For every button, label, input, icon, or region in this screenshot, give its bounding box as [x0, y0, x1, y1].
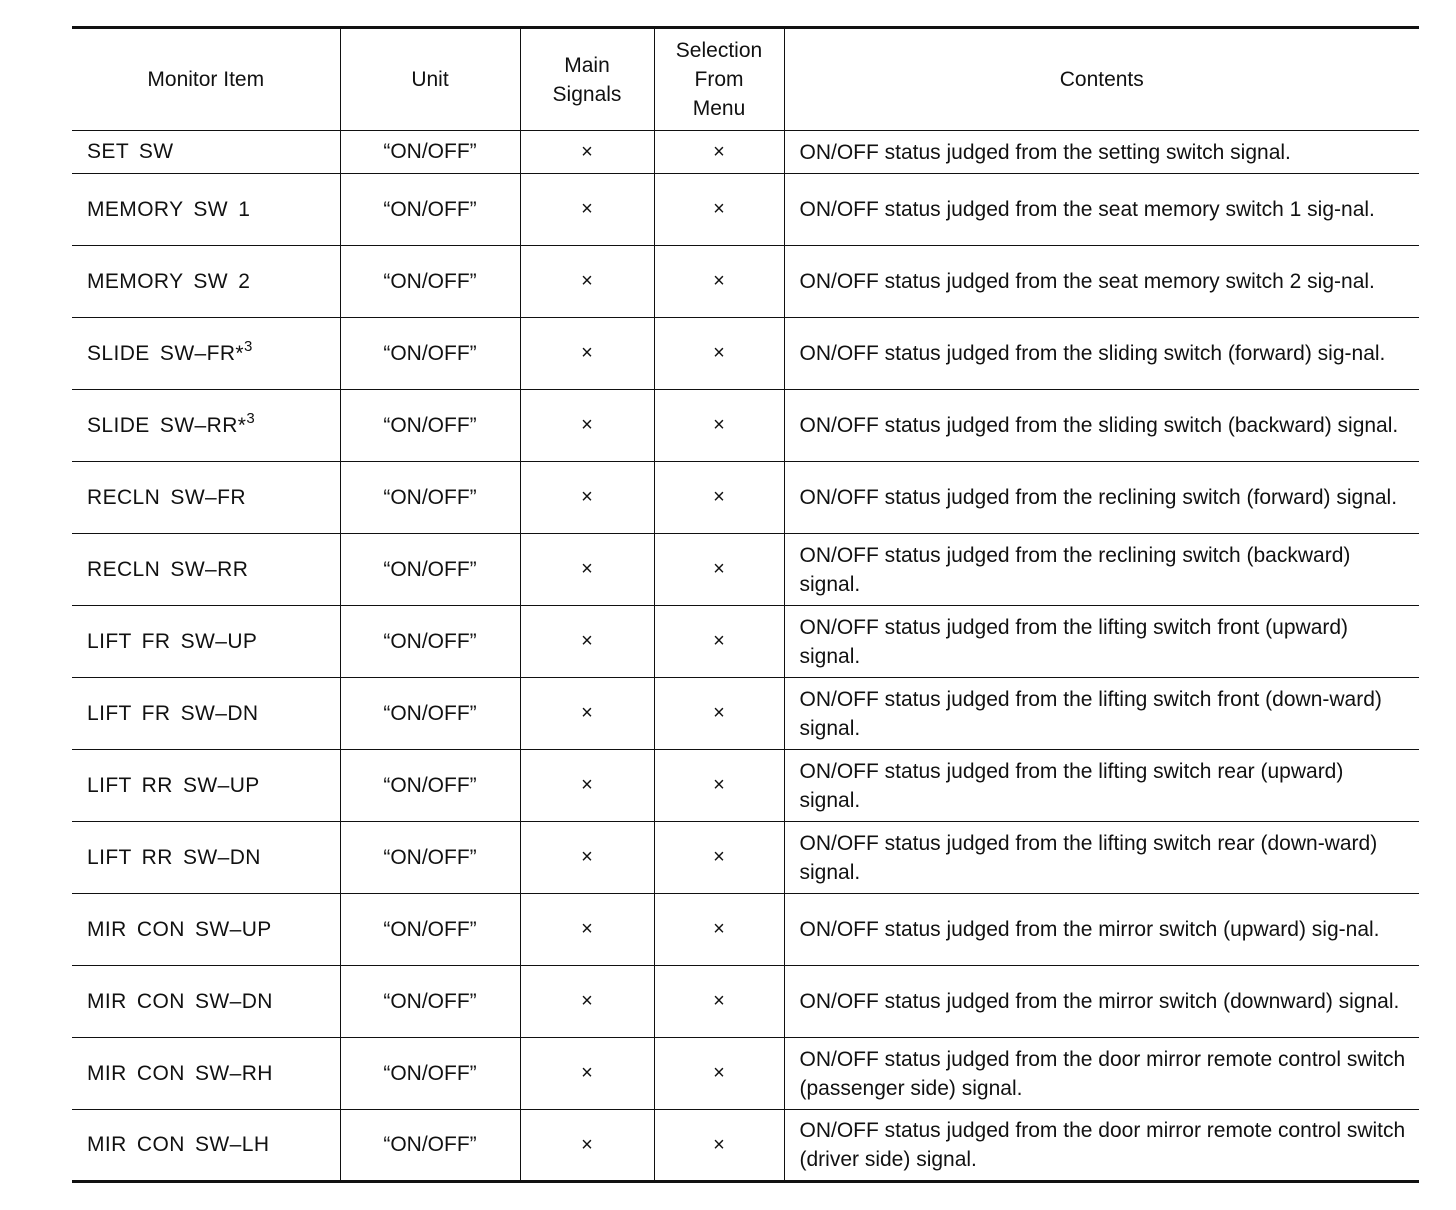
contents-cell: ON/OFF status judged from the door mirror remote control switch (driver side) signal.: [784, 1110, 1419, 1182]
main-signals-mark: ×: [520, 462, 654, 534]
monitor-item-name: MIR CON SW–DN: [87, 989, 273, 1013]
selection-from-menu-mark: ×: [654, 1038, 784, 1110]
contents-cell: ON/OFF status judged from the lifting switch front (upward) signal.: [784, 606, 1419, 678]
monitor-item-cell: [72, 1110, 340, 1182]
unit-cell: “ON/OFF”: [340, 1038, 520, 1110]
contents-cell: ON/OFF status judged from the reclining switch (backward) signal.: [784, 534, 1419, 606]
table-header-row: [72, 28, 1419, 131]
unit-cell: “ON/OFF”: [340, 606, 520, 678]
table-row: [72, 390, 1419, 462]
table-row: [72, 894, 1419, 966]
contents-cell: ON/OFF status judged from the lifting switch rear (down-ward) signal.: [784, 822, 1419, 894]
unit-cell: “ON/OFF”: [340, 462, 520, 534]
monitor-item-name: LIFT RR SW–UP: [87, 773, 260, 797]
header-selection-from-menu: Selection From Menu: [654, 28, 784, 131]
table-row: [72, 174, 1419, 246]
contents-cell: ON/OFF status judged from the setting switch signal.: [784, 131, 1419, 174]
unit-cell: “ON/OFF”: [340, 174, 520, 246]
selection-from-menu-mark: ×: [654, 390, 784, 462]
table-row: [72, 1038, 1419, 1110]
monitor-item-cell: [72, 131, 340, 174]
monitor-item-cell: [72, 534, 340, 606]
contents-cell: ON/OFF status judged from the reclining switch (forward) signal.: [784, 462, 1419, 534]
monitor-item-cell: [72, 678, 340, 750]
contents-cell: ON/OFF status judged from the lifting switch front (down-ward) signal.: [784, 678, 1419, 750]
table-row: [72, 318, 1419, 390]
table-row: [72, 678, 1419, 750]
selection-from-menu-mark: ×: [654, 822, 784, 894]
header-contents: Contents: [784, 28, 1419, 131]
table-row: [72, 822, 1419, 894]
monitor-item-name: RECLN SW–RR: [87, 557, 249, 581]
main-signals-mark: ×: [520, 318, 654, 390]
contents-cell: ON/OFF status judged from the sliding switch (backward) signal.: [784, 390, 1419, 462]
table-row: [72, 131, 1419, 174]
unit-cell: “ON/OFF”: [340, 894, 520, 966]
monitor-item-cell: [72, 606, 340, 678]
table-row: [72, 606, 1419, 678]
monitor-item-cell: [72, 390, 340, 462]
monitor-item-cell: [72, 174, 340, 246]
unit-cell: “ON/OFF”: [340, 750, 520, 822]
monitor-item-name: RECLN SW–FR: [87, 485, 246, 509]
monitor-item-name: SET SW: [87, 140, 174, 163]
table-row: [72, 966, 1419, 1038]
monitor-item-cell: [72, 822, 340, 894]
table-row: [72, 750, 1419, 822]
monitor-item-table: [72, 26, 1419, 1183]
selection-from-menu-mark: ×: [654, 534, 784, 606]
unit-cell: “ON/OFF”: [340, 246, 520, 318]
main-signals-mark: ×: [520, 894, 654, 966]
selection-from-menu-mark: ×: [654, 174, 784, 246]
monitor-item-cell: [72, 966, 340, 1038]
contents-cell: ON/OFF status judged from the seat memory switch 1 sig-nal.: [784, 174, 1419, 246]
main-signals-mark: ×: [520, 678, 654, 750]
monitor-item-cell: [72, 1038, 340, 1110]
monitor-item-name: MIR CON SW–UP: [87, 917, 272, 941]
table-row: [72, 534, 1419, 606]
unit-cell: “ON/OFF”: [340, 678, 520, 750]
monitor-item-cell: [72, 318, 340, 390]
selection-from-menu-mark: ×: [654, 750, 784, 822]
main-signals-mark: ×: [520, 1110, 654, 1182]
monitor-item-name: MEMORY SW 2: [87, 269, 251, 293]
selection-from-menu-mark: ×: [654, 966, 784, 1038]
unit-cell: “ON/OFF”: [340, 1110, 520, 1182]
selection-from-menu-mark: ×: [654, 246, 784, 318]
monitor-item-cell: [72, 750, 340, 822]
monitor-item-name: LIFT FR SW–UP: [87, 629, 258, 653]
monitor-item-cell: [72, 894, 340, 966]
monitor-item-cell: [72, 246, 340, 318]
monitor-item-name: MEMORY SW 1: [87, 197, 251, 221]
table-row: [72, 246, 1419, 318]
selection-from-menu-mark: ×: [654, 131, 784, 174]
selection-from-menu-mark: ×: [654, 678, 784, 750]
unit-cell: “ON/OFF”: [340, 822, 520, 894]
table-row: [72, 1110, 1419, 1182]
header-monitor-item: Monitor Item: [72, 28, 340, 131]
header-unit: Unit: [340, 28, 520, 131]
main-signals-mark: ×: [520, 750, 654, 822]
contents-cell: ON/OFF status judged from the mirror switch (downward) signal.: [784, 966, 1419, 1038]
monitor-item-name: LIFT RR SW–DN: [87, 845, 261, 869]
main-signals-mark: ×: [520, 606, 654, 678]
monitor-item-name: MIR CON SW–RH: [87, 1061, 273, 1085]
monitor-item-cell: [72, 462, 340, 534]
main-signals-mark: ×: [520, 822, 654, 894]
selection-from-menu-mark: ×: [654, 462, 784, 534]
selection-from-menu-mark: ×: [654, 318, 784, 390]
unit-cell: “ON/OFF”: [340, 966, 520, 1038]
selection-from-menu-mark: ×: [654, 606, 784, 678]
header-main-signals: Main Signals: [520, 28, 654, 131]
main-signals-mark: ×: [520, 966, 654, 1038]
selection-from-menu-mark: ×: [654, 894, 784, 966]
table-body: [72, 131, 1419, 1182]
contents-cell: ON/OFF status judged from the seat memory switch 2 sig-nal.: [784, 246, 1419, 318]
contents-cell: ON/OFF status judged from the sliding switch (forward) sig-nal.: [784, 318, 1419, 390]
unit-cell: “ON/OFF”: [340, 390, 520, 462]
footnote-marker: 3: [246, 409, 256, 427]
table-row: [72, 462, 1419, 534]
contents-cell: ON/OFF status judged from the door mirror remote control switch (passenger side) signal.: [784, 1038, 1419, 1110]
monitor-item-name: MIR CON SW–LH: [87, 1133, 270, 1156]
contents-cell: ON/OFF status judged from the lifting switch rear (upward) signal.: [784, 750, 1419, 822]
main-signals-mark: ×: [520, 174, 654, 246]
main-signals-mark: ×: [520, 1038, 654, 1110]
monitor-item-name: LIFT FR SW–DN: [87, 701, 259, 725]
main-signals-mark: ×: [520, 246, 654, 318]
unit-cell: “ON/OFF”: [340, 318, 520, 390]
unit-cell: “ON/OFF”: [340, 131, 520, 174]
unit-cell: “ON/OFF”: [340, 534, 520, 606]
main-signals-mark: ×: [520, 131, 654, 174]
main-signals-mark: ×: [520, 390, 654, 462]
main-signals-mark: ×: [520, 534, 654, 606]
selection-from-menu-mark: ×: [654, 1110, 784, 1182]
monitor-item-name: SLIDE SW–RR*: [87, 413, 247, 437]
monitor-item-name: SLIDE SW–FR*: [87, 341, 244, 365]
footnote-marker: 3: [244, 337, 253, 355]
contents-cell: ON/OFF status judged from the mirror switch (upward) sig-nal.: [784, 894, 1419, 966]
